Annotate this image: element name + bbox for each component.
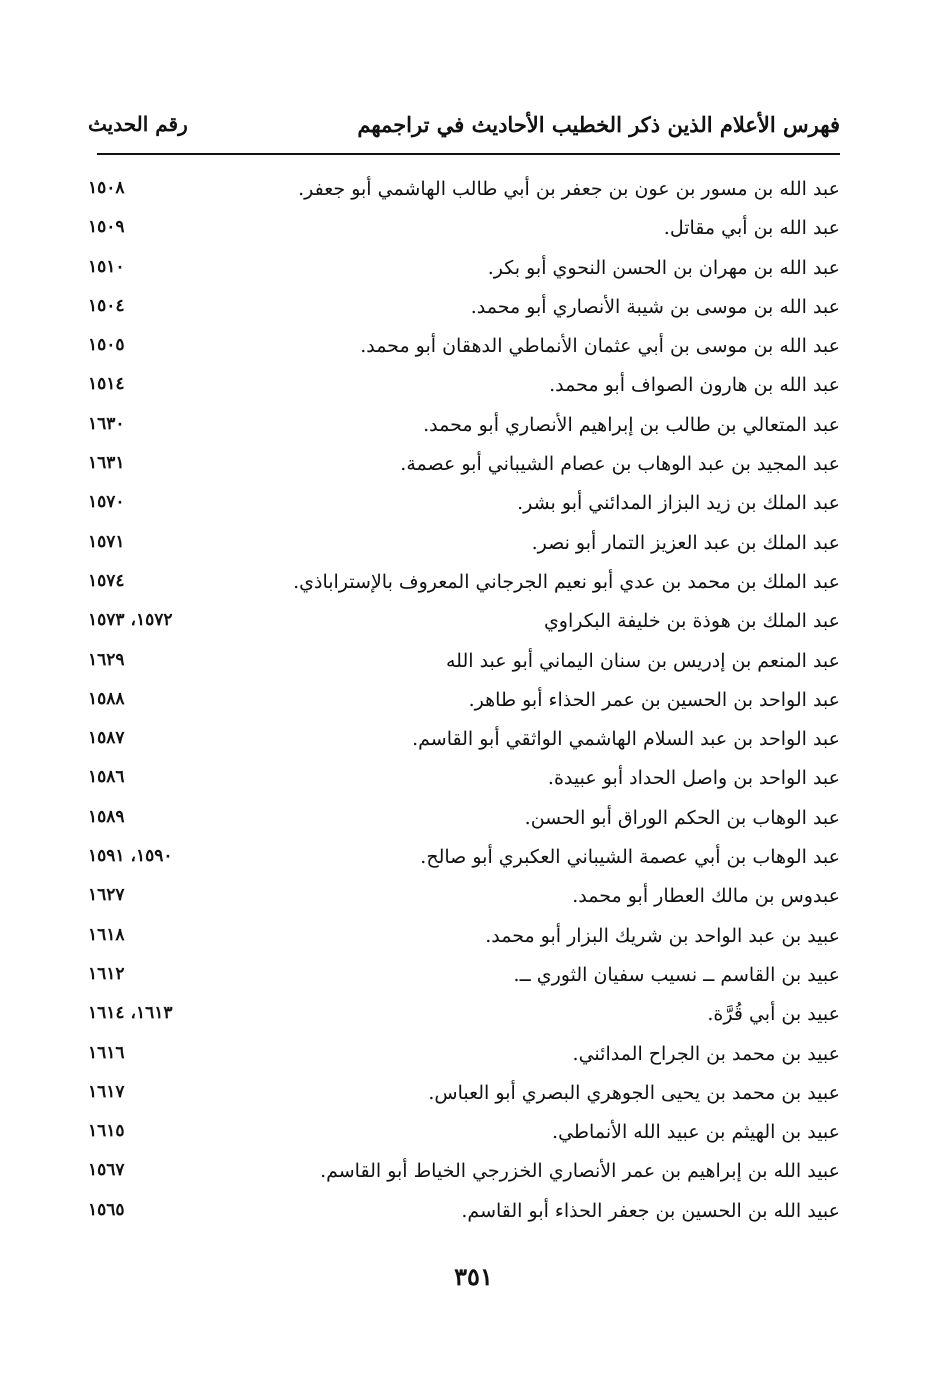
entry-name: عبيد بن أبي قُرَّة.	[707, 1003, 840, 1026]
entry-name: عبد الله بن مسور بن عون بن جعفر بن أبي طالب الهاشمي أبو جعفر.	[298, 178, 840, 200]
entry-hadith-number: ١٥٠٤	[88, 295, 125, 316]
index-entry	[88, 606, 840, 645]
index-entry	[88, 1156, 840, 1195]
entry-hadith-number: ١٥٧٤	[88, 570, 125, 591]
entry-name: عبيد بن محمد بن يحيى الجوهري البصري أبو العباس.	[428, 1081, 840, 1104]
entry-hadith-number: ١٥٨٩	[88, 806, 125, 827]
index-entry	[88, 331, 840, 370]
index-entry	[88, 292, 840, 331]
index-entry	[88, 567, 840, 606]
index-entry	[88, 449, 840, 488]
entry-name: عبيد الله بن إبراهيم بن عمر الأنصاري الخزرجي الخياط أبو القاسم.	[320, 1160, 840, 1183]
entry-hadith-number: ١٦١٢	[88, 963, 125, 984]
entry-hadith-number: ١٦١٣، ١٦١٤	[88, 1003, 173, 1024]
index-entry	[88, 921, 840, 960]
entry-name: عبد الواحد بن الحسين بن عمر الحذاء أبو طاهر.	[468, 688, 840, 711]
entry-name: عبد الله بن هارون الصواف أبو محمد.	[549, 374, 840, 397]
entry-hadith-number: ١٦١٨	[88, 924, 125, 945]
index-entry	[88, 1196, 840, 1235]
entry-hadith-number: ١٥٨٧	[88, 728, 125, 749]
entry-name: عبيد بن عبد الواحد بن شريك البزار أبو محمد.	[485, 924, 840, 947]
entry-hadith-number: ١٥٦٥	[88, 1199, 125, 1220]
index-entry	[88, 960, 840, 999]
index-entry	[88, 999, 840, 1038]
entry-hadith-number: ١٥٨٦	[88, 767, 125, 788]
entry-name: عبد الملك بن هوذة بن خليفة البكراوي	[543, 610, 840, 633]
entry-hadith-number: ١٦١٧	[88, 1081, 125, 1102]
entry-name: عبد الله بن موسى بن أبي عثمان الأنماطي الدهقان أبو محمد.	[360, 335, 840, 358]
index-entry	[88, 646, 840, 685]
entry-hadith-number: ١٥٠٨	[88, 178, 125, 198]
entry-name: عبدوس بن مالك العطار أبو محمد.	[572, 885, 840, 908]
entry-name: عبد الله بن مهران بن الحسن النحوي أبو بكر.	[487, 256, 840, 279]
index-entry	[88, 528, 840, 567]
index-entry	[88, 370, 840, 409]
header-column-label: رقم الحديث	[88, 112, 188, 136]
running-header	[88, 112, 840, 146]
entry-hadith-number: ١٥٩٠، ١٥٩١	[88, 846, 173, 867]
entry-hadith-number: ١٥٠٥	[88, 335, 125, 356]
index-entry	[88, 881, 840, 920]
entry-hadith-number: ١٦٣١	[88, 453, 125, 474]
index-entry	[88, 1117, 840, 1156]
entry-hadith-number: ١٥١٤	[88, 374, 125, 395]
entry-hadith-number: ١٥٧١	[88, 531, 125, 552]
entry-hadith-number: ١٥١٠	[88, 256, 125, 277]
index-entry	[88, 253, 840, 292]
entry-name: عبد الواحد بن واصل الحداد أبو عبيدة.	[547, 767, 840, 790]
entry-name: عبد المجيد بن عبد الوهاب بن عصام الشيباني أبو عصمة.	[400, 453, 840, 476]
entry-name: عبد الملك بن عبد العزيز التمار أبو نصر.	[531, 531, 840, 554]
entry-hadith-number: ١٦٣٠	[88, 413, 125, 434]
index-entry	[88, 842, 840, 881]
index-entry	[88, 685, 840, 724]
entry-hadith-number: ١٥٧٠	[88, 492, 125, 513]
entry-name: عبد الواحد بن عبد السلام الهاشمي الواثقي أبو القاسم.	[412, 728, 840, 751]
index-entry	[88, 1039, 840, 1078]
entry-name: عبد المتعالي بن طالب بن إبراهيم الأنصاري أبو محمد.	[423, 413, 840, 436]
index-entry	[88, 174, 840, 213]
index-entry	[88, 763, 840, 802]
index-entry	[88, 410, 840, 449]
index-entry	[88, 213, 840, 252]
index-entry	[88, 1078, 840, 1117]
entry-name: عبيد بن الهيثم بن عبيد الله الأنماطي.	[552, 1121, 840, 1144]
entry-name: عبد الله بن موسى بن شيبة الأنصاري أبو محمد.	[470, 295, 840, 318]
entry-name: عبد الملك بن محمد بن عدي أبو نعيم الجرجاني المعروف بالإستراباذي.	[293, 570, 840, 593]
index-entry	[88, 803, 840, 842]
entry-hadith-number: ١٦٢٧	[88, 885, 125, 906]
entry-name: عبد المنعم بن إدريس بن سنان اليماني أبو عبد الله	[446, 649, 840, 672]
entry-hadith-number: ١٦٢٩	[88, 649, 125, 670]
entry-name: عبيد بن القاسم ــ نسيب سفيان الثوري ــ.	[513, 963, 840, 986]
entry-hadith-number: ١٦١٦	[88, 1042, 125, 1063]
entry-name: عبد الوهاب بن الحكم الوراق أبو الحسن.	[524, 806, 840, 829]
entry-name: عبد الملك بن زيد البزاز المدائني أبو بشر.	[517, 492, 840, 515]
entry-hadith-number: ١٥٧٢، ١٥٧٣	[88, 610, 173, 631]
header-divider	[97, 153, 840, 155]
entry-hadith-number: ١٥٨٨	[88, 688, 125, 709]
entry-name: عبد الله بن أبي مقاتل.	[663, 217, 840, 240]
entry-name: عبد الوهاب بن أبي عصمة الشيباني العكبري أبو صالح.	[420, 846, 840, 869]
entry-name: عبيد بن محمد بن الجراح المدائني.	[572, 1042, 840, 1065]
entry-name: عبيد الله بن الحسين بن جعفر الحذاء أبو القاسم.	[461, 1199, 840, 1222]
page-number: ٣٥١	[454, 1262, 493, 1291]
entry-hadith-number: ١٦١٥	[88, 1121, 125, 1142]
entry-hadith-number: ١٥٦٧	[88, 1160, 125, 1181]
index-entry	[88, 724, 840, 763]
entry-hadith-number: ١٥٠٩	[88, 217, 125, 238]
index-entry	[88, 488, 840, 527]
header-title: فهرس الأعلام الذين ذكر الخطيب الأحاديث في تراجمهم	[357, 112, 840, 137]
index-list	[88, 174, 840, 1235]
